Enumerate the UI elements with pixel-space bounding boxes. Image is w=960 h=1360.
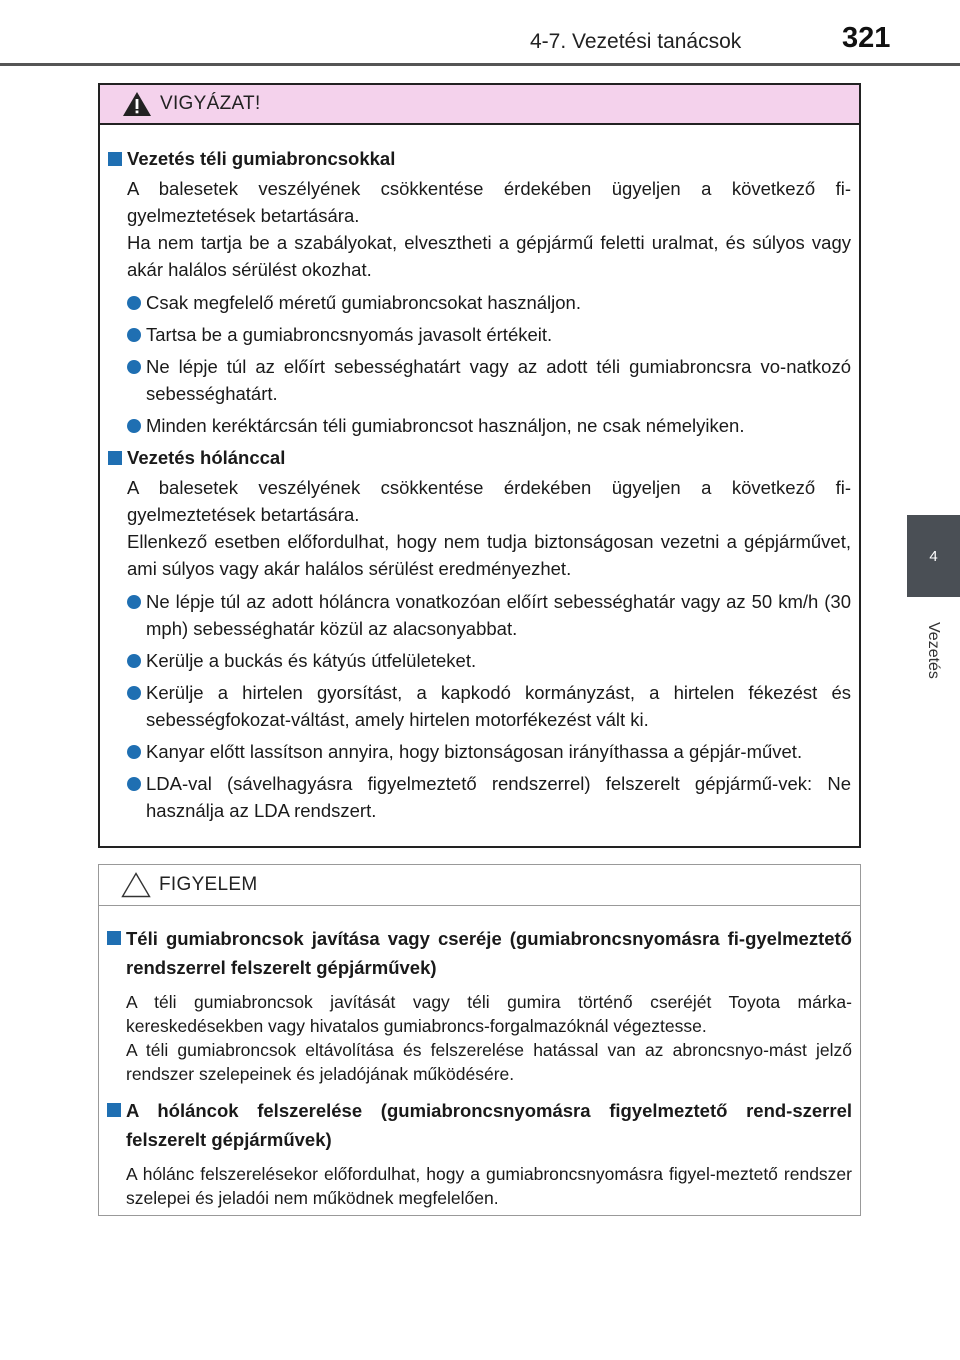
notice-box-title: FIGYELEM [159,874,258,895]
page-header [0,0,960,70]
notice-box-header [99,865,860,906]
list-item: Ne lépje túl az előírt sebességhatárt vagy az adott téli gumiabroncsra vo-natkozó sebességhatárt. [127,353,851,407]
page-number: 321 [842,22,891,54]
square-bullet-icon [107,1103,121,1117]
chapter-tab[interactable] [907,515,960,597]
list-item: Kerülje a hirtelen gyorsítást, a kapkodó kormányzást, a hirtelen fékezést és sebességfokozat-váltást, amely hirtelen motorfékezést vált ki. [127,679,851,733]
section-paragraph: Ellenkező esetben előfordulhat, hogy nem tudja biztonságosan vezetni a gépjárművet, ami súlyos vagy akár halálos sérülést eredményezhet. [127,531,851,579]
list-item: Minden keréktárcsán téli gumiabroncsot használjon, ne csak némelyiken. [127,412,851,439]
round-bullet-icon [127,595,141,609]
list-item: Kerülje a buckás és kátyús útfelületeket. [127,647,851,674]
notice-section-tire-repair [107,924,852,1086]
warning-triangle-outline-icon [121,872,151,898]
warning-box [98,83,861,848]
warning-triangle-filled-icon [122,91,152,117]
round-bullet-icon [127,328,141,342]
section-heading: Téli gumiabroncsok javítása vagy cseréje (gumiabroncsnyomásra fi-gyelmeztető rendszerrel felszerelt gépjárművek) [126,928,852,978]
chapter-label: Vezetés [925,621,942,679]
notice-box [98,864,861,1216]
round-bullet-icon [127,360,141,374]
list-item: Csak megfelelő méretű gumiabroncsokat használjon. [127,289,851,316]
section-paragraph: Ha nem tartja be a szabályokat, elvesztheti a gépjármű feletti uralmat, és súlyos vagy akár halálos sérülést okozhat. [127,232,851,280]
header-divider [0,63,960,66]
notice-section-chain-install [107,1096,852,1210]
list-item: Tartsa be a gumiabroncsnyomás javasolt értékeit. [127,321,851,348]
round-bullet-icon [127,296,141,310]
square-bullet-icon [108,451,122,465]
square-bullet-icon [108,152,122,166]
warning-section-winter-tires [108,145,851,439]
warning-section-snow-chains [108,444,851,824]
section-heading: Vezetés hólánccal [127,447,286,468]
chapter-number: 4 [929,547,938,565]
round-bullet-icon [127,686,141,700]
round-bullet-icon [127,777,141,791]
warning-box-header [100,85,859,125]
section-title: 4-7. Vezetési tanácsok [530,30,742,53]
round-bullet-icon [127,745,141,759]
section-paragraph: A balesetek veszélyének csökkentése érdekében ügyeljen a következő fi-gyelmeztetések betartására. [127,178,851,226]
square-bullet-icon [107,931,121,945]
section-heading: A hóláncok felszerelése (gumiabroncsnyomásra figyelmeztető rend-szerrel felszerelt gépjárművek) [126,1100,852,1150]
section-heading: Vezetés téli gumiabroncsokkal [127,148,396,169]
section-paragraph: A hólánc felszerelésekor előfordulhat, hogy a gumiabroncsnyomásra figyel-meztető rendszer szelepei és jeladói nem működnek megfelelően. [126,1164,852,1208]
list-item: Ne lépje túl az adott hóláncra vonatkozóan előírt sebességhatár vagy az 50 km/h (30 mph) sebességhatár közül az alacsonyabbat. [127,588,851,642]
section-paragraph: A téli gumiabroncsok javítását vagy téli gumira történő cseréjét Toyota márka-kereskedésekben vagy hivatalos gumiabroncs-forgalmazóknál végeztesse. A téli gumiabroncsok eltávolítása és felszerelése hatással van az abroncsnyo-mást jelző rendszer szelepeinek és jeladójának működésére. [126,992,852,1084]
warning-box-title: VIGYÁZAT! [160,93,261,114]
list-item: LDA-val (sávelhagyásra figyelmeztető rendszerrel) felszerelt gépjármű-vek: Ne használja az LDA rendszert. [127,770,851,824]
round-bullet-icon [127,654,141,668]
list-item: Kanyar előtt lassítson annyira, hogy biztonságosan irányíthassa a gépjár-művet. [127,738,851,765]
round-bullet-icon [127,419,141,433]
section-paragraph: A balesetek veszélyének csökkentése érdekében ügyeljen a következő fi-gyelmeztetések betartására. [127,477,851,525]
